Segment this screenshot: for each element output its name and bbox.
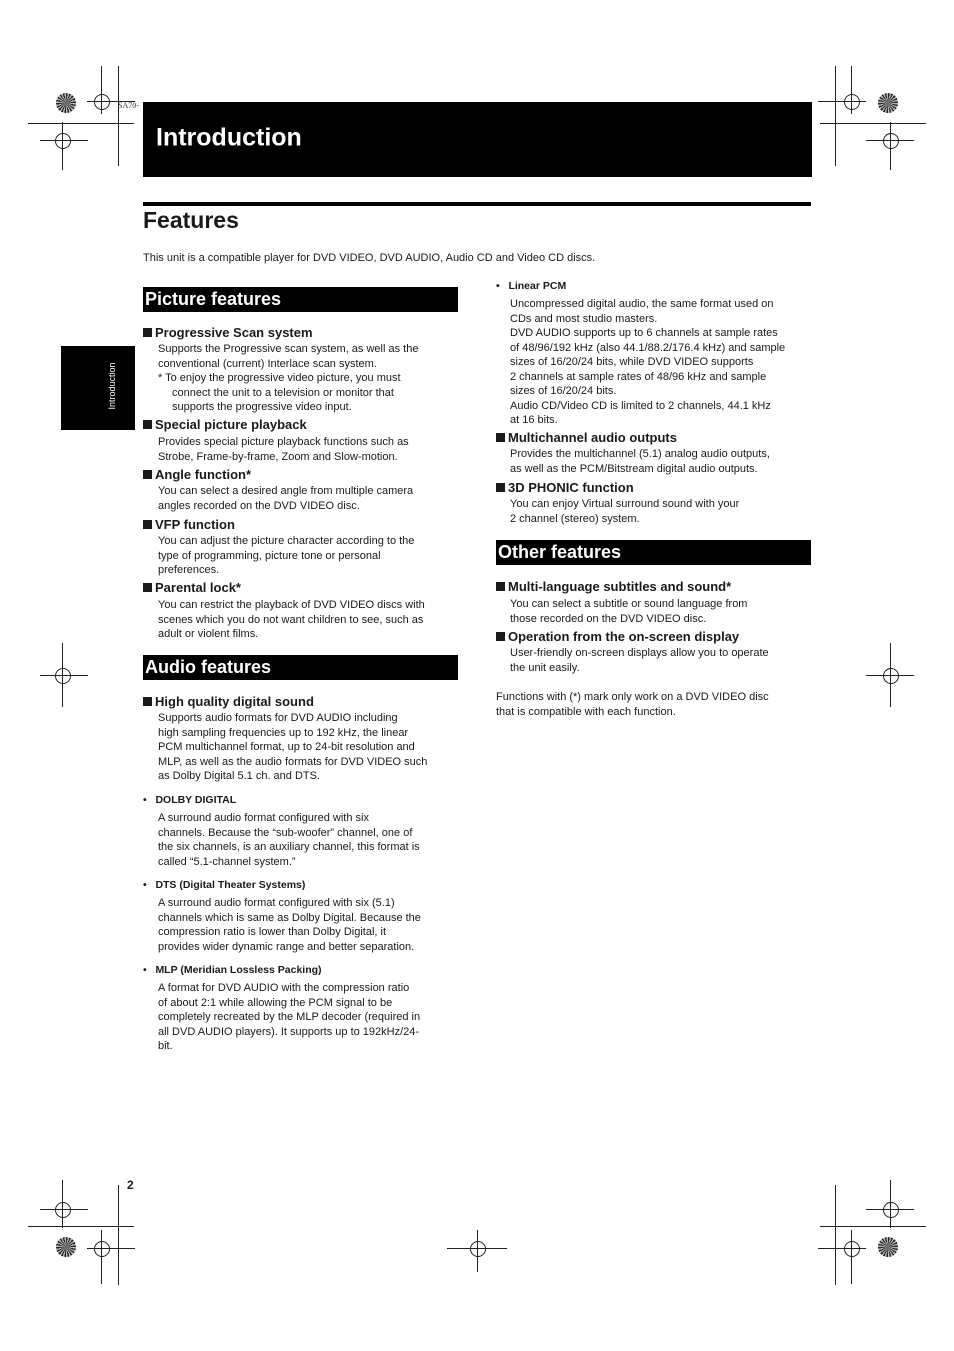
square-bullet-icon bbox=[143, 583, 152, 592]
crosshair-icon bbox=[883, 668, 899, 684]
angle-function-text: You can select a desired angle from multiple camera angles recorded on the DVD VIDEO disc. bbox=[158, 485, 414, 512]
audio-features-header bbox=[143, 655, 458, 680]
angle-function-heading: Angle function* bbox=[143, 467, 251, 482]
section-title: Picture features bbox=[145, 289, 282, 309]
square-bullet-icon bbox=[496, 483, 505, 492]
square-bullet-icon bbox=[143, 697, 152, 706]
vfp-function-heading: VFP function bbox=[143, 517, 235, 532]
progressive-scan-text: Supports the Progressive scan system, as well as the conventional (current) Interlace scan system. bbox=[158, 343, 419, 370]
crosshair-icon bbox=[470, 1241, 486, 1257]
print-code: SA70- bbox=[118, 101, 139, 110]
color-dial-icon bbox=[56, 93, 76, 113]
parental-lock-text: You can restrict the playback of DVD VIDEO discs with scenes which you do not want children to see, such as adult or violent films. bbox=[158, 599, 425, 640]
crosshair-icon bbox=[883, 133, 899, 149]
hq-digital-sound-text: Supports audio formats for DVD AUDIO including high sampling frequencies up to 192 kHz, the linear PCM multichannel format, up to 24-bit resolution and MLP, as well as the audio formats for DVD VIDEO such as Dolby Digital 5.1 ch. and DTS. bbox=[158, 712, 428, 782]
crosshair-icon bbox=[94, 94, 110, 110]
multichannel-text: Provides the multichannel (5.1) analog audio outputs, as well as the PCM/Bitstream digital audio outputs. bbox=[510, 448, 770, 475]
parental-lock-heading: Parental lock* bbox=[143, 580, 241, 595]
side-tab bbox=[61, 346, 135, 430]
multi-language-text: You can select a subtitle or sound language from those recorded on the DVD VIDEO disc. bbox=[510, 598, 748, 625]
color-dial-icon bbox=[878, 1237, 898, 1257]
multi-language-heading: Multi-language subtitles and sound* bbox=[496, 579, 731, 594]
3d-phonic-text: You can enjoy Virtual surround sound with your 2 channel (stereo) system. bbox=[510, 498, 740, 525]
progressive-scan-note: * To enjoy the progressive video picture, you must connect the unit to a television or monitor that supports the progressive video input. bbox=[158, 372, 401, 413]
other-features-header bbox=[496, 540, 811, 565]
dolby-digital-text: A surround audio format configured with six channels. Because the “sub-woofer” channel, one of the six channels, is an auxiliary channel, this format is called “5.1-channel system.” bbox=[158, 812, 420, 868]
3d-phonic-heading: 3D PHONIC function bbox=[496, 480, 634, 495]
dolby-digital-label: • DOLBY DIGITAL bbox=[143, 794, 237, 806]
special-playback-text: Provides special picture playback functions such as Strobe, Frame-by-frame, Zoom and Slow-motion. bbox=[158, 436, 409, 463]
crosshair-icon bbox=[94, 1241, 110, 1257]
on-screen-display-heading: Operation from the on-screen display bbox=[496, 629, 739, 644]
crosshair-icon bbox=[55, 1202, 71, 1218]
color-dial-icon bbox=[878, 93, 898, 113]
chapter-banner bbox=[143, 102, 812, 177]
page-title: Features bbox=[143, 207, 239, 233]
chapter-title: Introduction bbox=[156, 123, 302, 152]
square-bullet-icon bbox=[143, 470, 152, 479]
intro-text: This unit is a compatible player for DVD VIDEO, DVD AUDIO, Audio CD and Video CD discs. bbox=[143, 252, 596, 264]
crosshair-icon bbox=[55, 133, 71, 149]
square-bullet-icon bbox=[143, 328, 152, 337]
square-bullet-icon bbox=[496, 582, 505, 591]
linear-pcm-label: • Linear PCM bbox=[496, 280, 567, 292]
progressive-scan-heading: Progressive Scan system bbox=[143, 325, 313, 340]
mlp-label: • MLP (Meridian Lossless Packing) bbox=[143, 964, 322, 976]
crosshair-icon bbox=[844, 1241, 860, 1257]
on-screen-display-text: User-friendly on-screen displays allow you to operate the unit easily. bbox=[510, 647, 769, 674]
vfp-function-text: You can adjust the picture character according to the type of programming, picture tone or personal preferences. bbox=[158, 535, 415, 576]
multichannel-heading: Multichannel audio outputs bbox=[496, 430, 677, 445]
special-playback-heading: Special picture playback bbox=[143, 417, 307, 432]
color-dial-icon bbox=[56, 1237, 76, 1257]
page-number: 2 bbox=[127, 1178, 134, 1192]
dts-label: • DTS (Digital Theater Systems) bbox=[143, 879, 306, 891]
picture-features-header bbox=[143, 287, 458, 312]
mlp-text: A format for DVD AUDIO with the compression ratio of about 2:1 while allowing the PCM signal to be completely recreated by the MLP decoder (required in all DVD AUDIO players). It supports up to 192kHz/24- bit. bbox=[158, 982, 421, 1052]
section-title: Other features bbox=[498, 542, 622, 562]
hq-digital-sound-heading: High quality digital sound bbox=[143, 694, 314, 709]
title-rule bbox=[143, 202, 811, 206]
crosshair-icon bbox=[55, 668, 71, 684]
side-tab-label: Introduction bbox=[107, 362, 117, 410]
square-bullet-icon bbox=[143, 420, 152, 429]
dts-text: A surround audio format configured with six (5.1) channels which is same as Dolby Digital. Because the compression ratio is lower than Dolby Digital, it provides wider dynamic range and better separation. bbox=[158, 897, 421, 953]
crosshair-icon bbox=[844, 94, 860, 110]
footnote: Functions with (*) mark only work on a DVD VIDEO disc that is compatible with each function. bbox=[496, 691, 769, 718]
crosshair-icon bbox=[883, 1202, 899, 1218]
section-title: Audio features bbox=[145, 657, 272, 677]
linear-pcm-text: Uncompressed digital audio, the same format used on CDs and most studio masters. DVD AUDIO supports up to 6 channels at sample rates of 48/96/192 kHz (also 44.1/88.2/176.4 kHz) and sample sizes of 16/20/24 bits, while DVD VIDEO supports 2 channels at sample rates of 48/96 kHz and sample sizes of 16/20/24 bits. Audio CD/Video CD is limited to 2 channels, 44.1 kHz at 16 bits. bbox=[510, 298, 786, 426]
square-bullet-icon bbox=[496, 632, 505, 641]
square-bullet-icon bbox=[143, 520, 152, 529]
square-bullet-icon bbox=[496, 433, 505, 442]
